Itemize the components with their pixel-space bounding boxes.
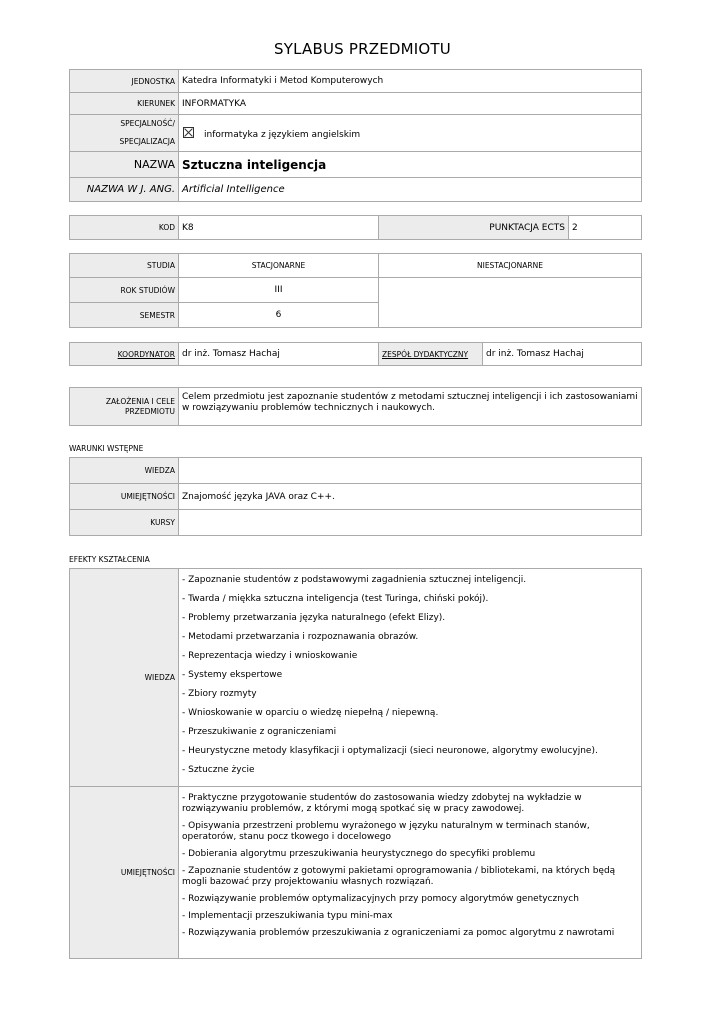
kierunek-label: KIERUNEK: [70, 93, 179, 115]
efekty-umiejetnosci-label: UMIEJĘTNOŚCI: [70, 787, 179, 959]
warunki-section-title: WARUNKI WSTĘPNE: [69, 444, 144, 453]
list-item: - Dobierania algorytmu przeszukiwania heurystycznego do specyfiki problemu: [182, 849, 536, 859]
list-item: - Rozwiązywanie problemów optymalizacyjnych przy pomocy algorytmów genetycznych: [182, 894, 579, 904]
list-item: - Opisywania przestrzeni problemu wyrażonego w języku naturalnym w terminach stanów, operatorów, stanu pocz tkowego i docelowego: [182, 821, 590, 842]
list-item: - Heurystyczne metody klasyfikacji i optymalizacji (sieci neuronowe, algorytmy ewolucyjne).: [182, 746, 598, 756]
list-item: - Zapoznanie studentów z podstawowymi zagadnienia sztucznej inteligencji.: [182, 575, 527, 585]
warunki-table: [69, 457, 642, 536]
rok-value: III: [179, 278, 379, 303]
efekty-wiedza-list: [182, 575, 638, 776]
course-name: Sztuczna inteligencja: [179, 152, 642, 178]
ects-label: PUNKTACJA ECTS: [379, 216, 569, 240]
nazwa-label: NAZWA: [70, 152, 179, 178]
zalozenia-table: [69, 387, 642, 426]
kierunek-value: INFORMATYKA: [179, 93, 642, 115]
efekty-umiejetnosci-cell: [179, 787, 642, 959]
specjalnosc-value: informatyka z językiem angielskim: [204, 129, 361, 140]
jednostka-label: JEDNOSTKA: [70, 70, 179, 93]
checked-box-icon[interactable]: [183, 127, 194, 138]
zalozenia-label-line1: ZAŁOŻENIA I CELE: [105, 396, 175, 406]
zespol-label[interactable]: ZESPÓŁ DYDAKTYCZNY: [379, 343, 483, 366]
koordynator-table: [69, 342, 642, 366]
list-item: - Rozwiązywania problemów przeszukiwania z ograniczeniami za pomoc algorytmu z nawrotami: [182, 928, 615, 938]
rok-label: ROK STUDIÓW: [70, 278, 179, 303]
zespol-value: dr inż. Tomasz Hachaj: [483, 343, 642, 366]
semestr-value: 6: [179, 303, 379, 328]
stacjonarne-header: STACJONARNE: [179, 254, 379, 278]
efekty-wiedza-cell: [179, 569, 642, 787]
kod-value: K8: [179, 216, 379, 240]
warunki-kursy-value: [179, 510, 642, 536]
warunki-wiedza-value: [179, 458, 642, 484]
list-item: - Problemy przetwarzania języka naturalnego (efekt Elizy).: [182, 613, 446, 623]
niestacjonarne-header: NIESTACJONARNE: [379, 254, 642, 278]
koordynator-label[interactable]: KOORDYNATOR: [70, 343, 179, 366]
efekty-section-title: EFEKTY KSZTAŁCENIA: [69, 555, 150, 564]
list-item: - Twarda / miękka sztuczna inteligencja (test Turinga, chiński pokój).: [182, 594, 489, 604]
list-item: - Praktyczne przygotowanie studentów do zastosowania wiedzy zdobytej na wykładzie w rozwiązywaniu problemów, z którymi mogą spotkać się w pracy zawodowej.: [182, 793, 582, 814]
studia-label: STUDIA: [70, 254, 179, 278]
kod-label: KOD: [70, 216, 179, 240]
ects-value: 2: [569, 216, 642, 240]
list-item: - Wnioskowanie w oparciu o wiedzę niepełną / niepewną.: [182, 708, 439, 718]
page-title: SYLABUS PRZEDMIOTU: [274, 40, 451, 58]
koordynator-value: dr inż. Tomasz Hachaj: [179, 343, 379, 366]
zalozenia-text: Celem przedmiotu jest zapoznanie studentów z metodami sztucznej inteligencji i ich zastosowaniami w rowziązywaniu problemów technicznych i naukowych.: [179, 388, 642, 426]
zalozenia-label: [70, 388, 179, 426]
warunki-umiejetnosci-label: UMIEJĘTNOŚCI: [70, 484, 179, 510]
efekty-umiejetnosci-list: [182, 793, 638, 939]
specjalnosc-label-line2: SPECJALIZACJA: [119, 137, 175, 146]
list-item: - Implementacji przeszukiwania typu mini-max: [182, 911, 393, 921]
specjalnosc-label: [70, 115, 179, 152]
semestr-label: SEMESTR: [70, 303, 179, 328]
specjalnosc-label-line1: SPECJALNOŚĆ/: [120, 119, 175, 128]
warunki-wiedza-label: WIEDZA: [70, 458, 179, 484]
efekty-table: [69, 568, 642, 959]
studia-table: [69, 253, 642, 328]
nazwa-ang-label: NAZWA W J. ANG.: [70, 178, 179, 202]
kod-table: [69, 215, 642, 240]
warunki-kursy-label: KURSY: [70, 510, 179, 536]
header-table: [69, 69, 642, 202]
niestacjonarne-cell: [379, 278, 642, 328]
list-item: - Przeszukiwanie z ograniczeniami: [182, 727, 337, 737]
list-item: - Systemy ekspertowe: [182, 670, 283, 680]
course-name-english: Artificial Intelligence: [179, 178, 642, 202]
list-item: - Zbiory rozmyty: [182, 689, 257, 699]
list-item: - Zapoznanie studentów z gotowymi pakietami oprogramowania / bibliotekami, na których będą mogli bazować przy projektowaniu własnych rozwiązań.: [182, 866, 616, 887]
list-item: - Sztuczne życie: [182, 765, 255, 775]
efekty-wiedza-label: WIEDZA: [70, 569, 179, 787]
list-item: - Reprezentacja wiedzy i wnioskowanie: [182, 651, 358, 661]
jednostka-value: Katedra Informatyki i Metod Komputerowych: [179, 70, 642, 93]
specjalnosc-cell: [179, 115, 642, 152]
zalozenia-label-line2: PRZEDMIOTU: [124, 406, 175, 416]
warunki-umiejetnosci-value: Znajomość języka JAVA oraz C++.: [179, 484, 642, 510]
list-item: - Metodami przetwarzania i rozpoznawania obrazów.: [182, 632, 419, 642]
